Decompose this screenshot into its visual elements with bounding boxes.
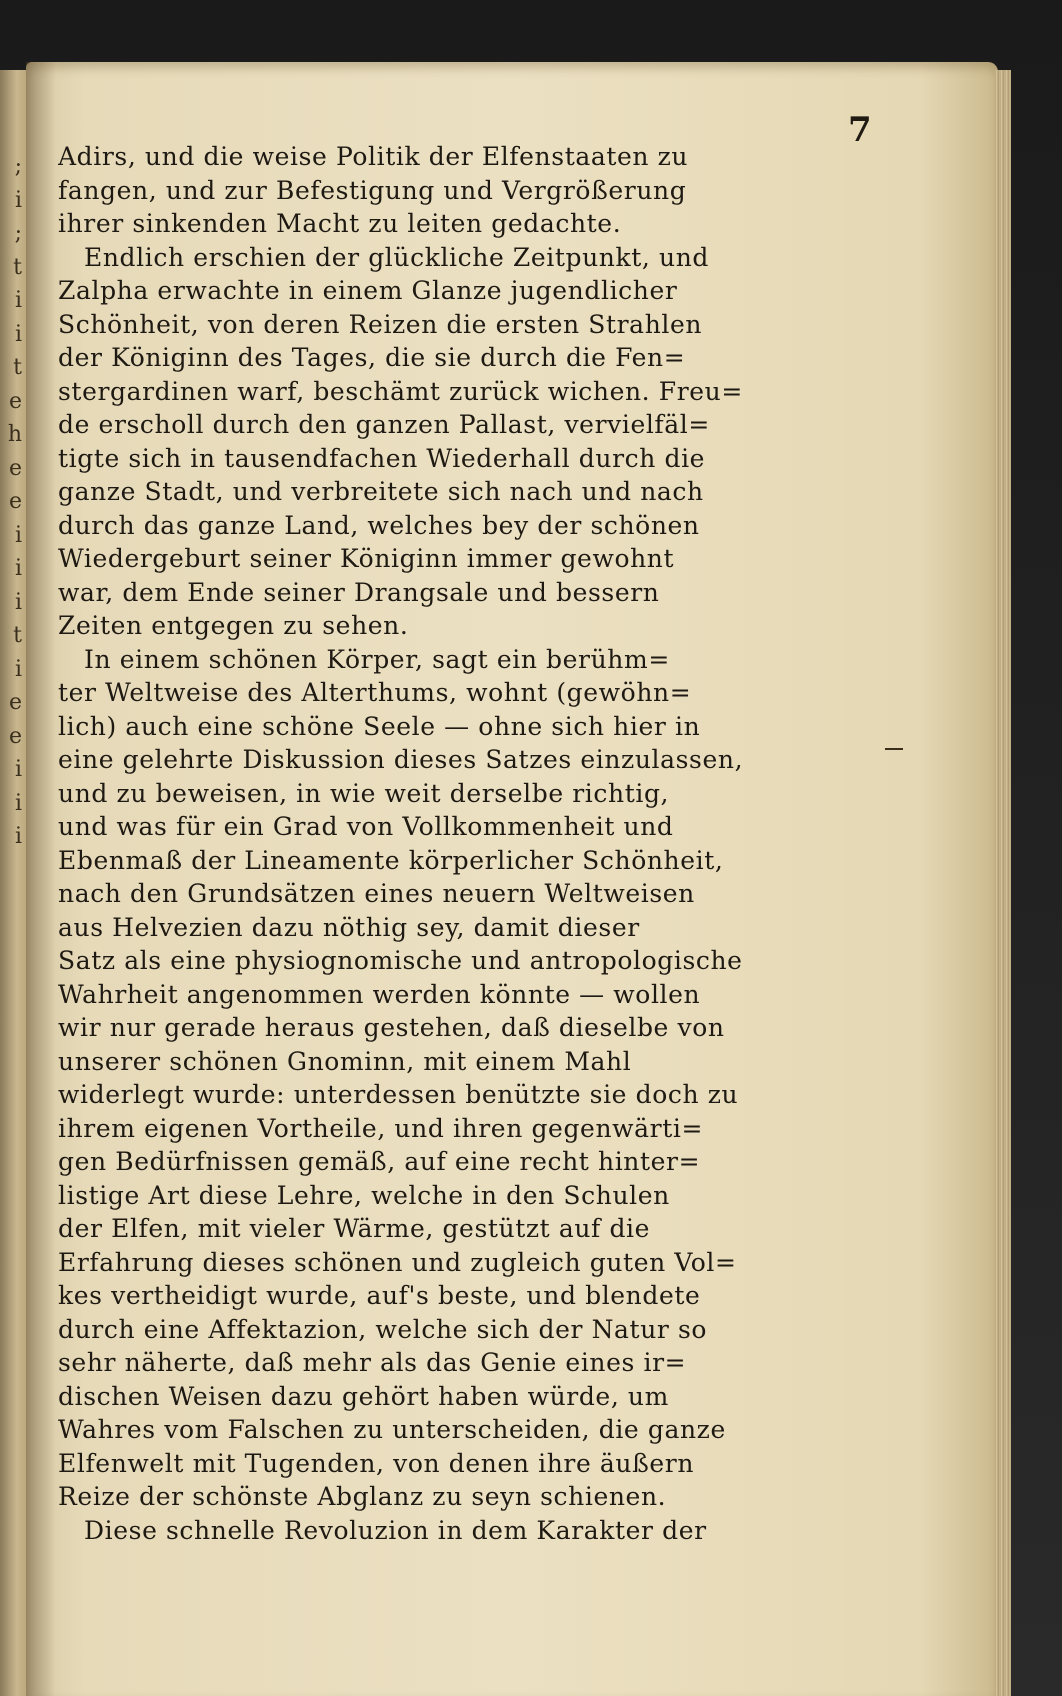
text-line: Schönheit, von deren Reizen die ersten Strahlen <box>58 309 703 339</box>
text-line: Wiedergeburt seiner Königinn immer gewohnt <box>58 544 675 573</box>
facing-page-fragment: h <box>7 422 22 447</box>
text-line: Ebenmaß der Lineamente körperlicher Schönheit, <box>58 845 724 875</box>
text-line: sehr näherte, daß mehr als das Genie eines ir= <box>58 1348 687 1377</box>
text-line: Elfenwelt mit Tugenden, von denen ihre äußern <box>58 1448 695 1478</box>
text-line: ihrer sinkenden Macht zu leiten gedachte. <box>58 209 622 238</box>
facing-page-fragment: i <box>14 187 22 213</box>
gutter-shadow <box>26 62 56 1696</box>
text-line: de erscholl durch den ganzen Pallast, vervielfäl= <box>58 410 710 439</box>
margin-mark <box>885 748 903 750</box>
facing-page-fragment: e <box>8 388 22 414</box>
facing-page-fragment: i <box>14 656 22 682</box>
text-line: aus Helvezien dazu nöthig sey, damit dieser <box>58 912 640 942</box>
text-line: war, dem Ende seiner Drangsale und bessern <box>58 577 660 607</box>
page-block-edge <box>995 70 1011 1696</box>
facing-page-fragment: i <box>14 321 22 347</box>
text-line: kes vertheidigt wurde, auf's beste, und blendete <box>58 1281 701 1310</box>
facing-page-fragment: t <box>13 355 22 380</box>
text-line: Zalpha erwachte in einem Glanze jugendlicher <box>58 276 678 305</box>
facing-page-fragment: t <box>13 623 22 648</box>
text-line: durch eine Affektazion, welche sich der Natur so <box>58 1314 708 1344</box>
facing-page-fragment: e <box>8 690 22 715</box>
text-line: Adirs, und die weise Politik der Elfenstaaten zu <box>58 142 689 171</box>
facing-page-fragment: e <box>8 723 22 749</box>
facing-page-fragment: i <box>14 824 22 849</box>
text-line: listige Art diese Lehre, welche in den Schulen <box>58 1180 670 1210</box>
text-line: Wahres vom Falschen zu unterscheiden, die ganze <box>58 1415 726 1444</box>
text-line: ter Weltweise des Alterthums, wohnt (gewöhn= <box>58 678 692 707</box>
text-line: lich) auch eine schöne Seele — ohne sich hier in <box>58 711 701 741</box>
text-line: fangen, und zur Befestigung und Vergrößerung <box>58 175 687 205</box>
text-line: wir nur gerade heraus gestehen, daß dieselbe von <box>58 1013 725 1042</box>
text-line: gen Bedürfnissen gemäß, auf eine recht hinter= <box>58 1147 701 1176</box>
text-line: Reize der schönste Abglanz zu seyn schienen. <box>58 1482 667 1511</box>
text-line: Endlich erschien der glückliche Zeitpunkt, und <box>84 242 709 272</box>
text-line: dischen Weisen dazu gehört haben würde, um <box>58 1381 669 1411</box>
text-line: und zu beweisen, in wie weit derselbe richtig, <box>58 778 670 808</box>
text-line: In einem schönen Körper, sagt ein berühm= <box>84 644 670 674</box>
text-line: ganze Stadt, und verbreitete sich nach und nach <box>58 477 704 506</box>
text-line: Satz als eine physiognomische und antropologische <box>58 946 743 975</box>
facing-page-fragment: i <box>14 589 22 615</box>
text-line: nach den Grundsätzen eines neuern Weltweisen <box>58 879 695 908</box>
text-line: eine gelehrte Diskussion dieses Satzes einzulassen, <box>58 745 744 774</box>
text-line: Wahrheit angenommen werden könnte — wollen <box>58 979 701 1009</box>
text-line: stergardinen warf, beschämt zurück wichen. Freu= <box>58 376 743 406</box>
facing-page-fragment: i <box>14 790 22 816</box>
page-body-text <box>58 140 858 1547</box>
text-line: unserer schönen Gnominn, mit einem Mahl <box>58 1046 632 1076</box>
text-line: Diese schnelle Revoluzion in dem Karakter der <box>84 1515 707 1545</box>
facing-page-fragment: ; <box>14 154 22 179</box>
facing-page-fragment: i <box>14 556 22 581</box>
text-line: tigte sich in tausendfachen Wiederhall durch die <box>58 443 706 473</box>
text-line: der Elfen, mit vieler Wärme, gestützt auf die <box>58 1214 651 1243</box>
text-line: Zeiten entgegen zu sehen. <box>58 611 409 640</box>
facing-page-fragment: ; <box>14 221 22 246</box>
facing-page-fragment: i <box>14 288 22 313</box>
facing-page-text-fragments <box>0 150 22 1610</box>
facing-page-fragment: t <box>13 254 22 280</box>
text-line: ihrem eigenen Vortheile, und ihren gegenwärti= <box>58 1113 703 1143</box>
facing-page-fragment: i <box>14 522 22 548</box>
facing-page-fragment: e <box>8 455 22 481</box>
page-number: 7 <box>848 110 872 150</box>
text-line: und was für ein Grad von Vollkommenheit und <box>58 812 674 841</box>
text-line: der Königinn des Tages, die sie durch die Fen= <box>58 343 686 372</box>
text-line: durch das ganze Land, welches bey der schönen <box>58 510 700 540</box>
text-line: Erfahrung dieses schönen und zugleich guten Vol= <box>58 1247 737 1277</box>
text-line: widerlegt wurde: unterdessen benützte sie doch zu <box>58 1080 739 1109</box>
facing-page-fragment: e <box>8 489 22 514</box>
facing-page-fragment: i <box>14 757 22 782</box>
